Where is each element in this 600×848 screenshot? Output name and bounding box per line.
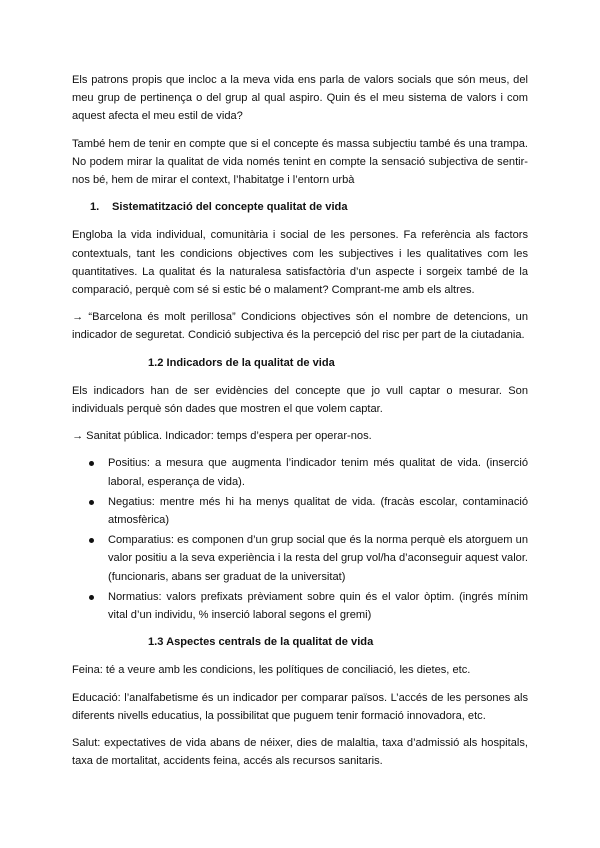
paragraph-salut: Salut: expectatives de vida abans de néixer, dies de malaltia, taxa d’admissió als hospitals, taxa de mortalitat, accidents feina, accés als recursos sanitaris. [72, 737, 528, 768]
bullet-icon [89, 500, 94, 505]
bullet-icon [89, 538, 94, 543]
bullet-icon [89, 595, 94, 600]
heading-number: 1. [90, 201, 100, 214]
paragraph-values: Els patrons propis que incloc a la meva vida ens parla de valors socials que són meus, del meu grup de pertinença o del grup al qual aspiro. Quin és el meu sistema de valors i com aquest afecta el meu estil de vida? [72, 74, 528, 123]
list-item-normatius: Normatius: valors prefixats prèviament sobre quin és el valor òptim. (ingrés mínim vital d’un individu, % inserció laboral segons el gremi) [72, 588, 528, 624]
bullet-icon [89, 461, 94, 466]
paragraph-subjective: També hem de tenir en compte que si el concepte és massa subjectiu també és una trampa. No podem mirar la qualitat de vida només tenint en compte la sensació subjectiva de sentir-nos bé, hem de mirar el context, l’habitatge i l’entorn urbà [72, 137, 528, 187]
paragraph-example-health: → Sanitat pública. Indicador: temps d’espera per operar-nos. [72, 430, 372, 443]
paragraph-indicators: Els indicadors han de ser evidències del concepte que jo vull captar o mesurar. Son individuals perquè són dades que mostren el que volem captar. [72, 384, 528, 416]
list-item-positius: Positius: a mesura que augmenta l’indicador tenim més qualitat de vida. (inserció laboral, esperança de vida). [72, 454, 528, 490]
document-page [72, 71, 528, 780]
heading-systematization [90, 198, 528, 216]
paragraph-educacio: Educació: l’analfabetisme és un indicador per comparar països. L’accés de les persones als diferents nivells educatius, la possibilitat que puguem tenir formació innovadora, etc. [72, 691, 528, 722]
heading-text: Sistematització del concepte qualitat de vida [112, 201, 348, 214]
paragraph-definition: Engloba la vida individual, comunitària i social de les persones. Fa referència als factors contextuals, tant les condicions objectives com les subjectives i les qualitatives com les quantitatives. La qualitat és la naturalesa satisfactòria d’un aspecte i sorgeix també de la comparació, perquè com sé si estic bé o malament? Comprant-me amb els altres. [72, 229, 528, 297]
list-item-negatius: Negatius: mentre més hi ha menys qualitat de vida. (fracàs escolar, contaminació atmosfèrica) [72, 493, 528, 529]
paragraph-feina: Feina: té a veure amb les condicions, les polítiques de conciliació, les dietes, etc. [72, 664, 471, 677]
paragraph-example-barcelona: → “Barcelona és molt perillosa” Condicions objectives són el nombre de detencions, un indicador de seguretat. Condició subjectiva és la percepció del risc per part de la ciutadania. [72, 311, 528, 342]
indicator-types-list [72, 454, 528, 624]
list-item-comparatius: Comparatius: es componen d’un grup social que és la norma perquè els atorguem un valor positiu a la seva experiència i la resta del grup vol/ha d’aconseguir aquest valor. (funcionaris, abans ser graduat de la universitat) [72, 531, 528, 586]
heading-indicators: 1.2 Indicadors de la qualitat de vida [148, 356, 335, 369]
heading-central-aspects: 1.3 Aspectes centrals de la qualitat de vida [148, 636, 374, 649]
